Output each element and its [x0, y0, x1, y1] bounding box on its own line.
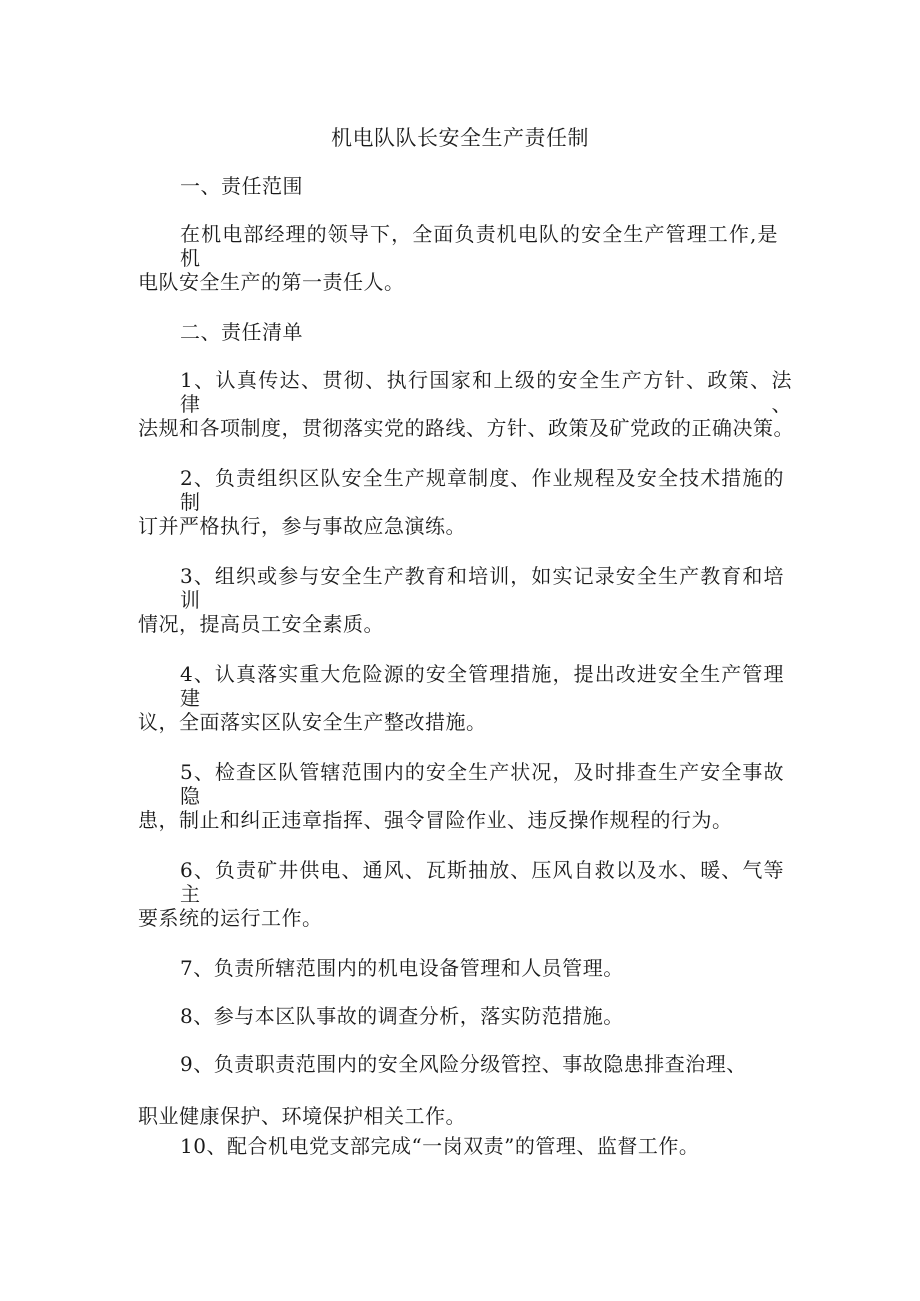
list-item-1-line-1: 1、认真传达、贯彻、执行国家和上级的安全生产方针、政策、法律、: [180, 368, 792, 416]
scope-paragraph-line-2: 电队安全生产的第一责任人。: [138, 270, 405, 294]
document-title: 机电队队长安全生产责任制: [331, 126, 589, 150]
section-heading-scope: 一、责任范围: [180, 174, 303, 198]
list-item-10: 10、配合机电党支部完成“一岗双责”的管理、监督工作。: [180, 1134, 700, 1158]
list-item-3-line-2: 情况，提高员工安全素质。: [138, 612, 384, 636]
list-item-6-line-1: 6、负责矿井供电、通风、瓦斯抽放、压风自救以及水、暖、气等主: [180, 858, 784, 906]
list-item-8: 8、参与本区队事故的调查分析，落实防范措施。: [180, 1004, 624, 1028]
scope-paragraph-line-1: 在机电部经理的领导下，全面负责机电队的安全生产管理工作,是机: [180, 222, 778, 270]
list-item-2-line-2: 订并严格执行，参与事故应急演练。: [138, 514, 466, 538]
list-item-4-line-1: 4、认真落实重大危险源的安全管理措施，提出改进安全生产管理建: [180, 662, 784, 710]
list-item-5-line-2: 患，制止和纠正违章指挥、强令冒险作业、违反操作规程的行为。: [138, 808, 733, 832]
list-item-9-line-1: 9、负责职责范围内的安全风险分级管控、事故隐患排查治理、: [180, 1052, 747, 1076]
list-item-4-line-2: 议，全面落实区队安全生产整改措施。: [138, 710, 487, 734]
list-item-7: 7、负责所辖范围内的机电设备管理和人员管理。: [180, 956, 624, 980]
section-heading-list: 二、责任清单: [180, 320, 303, 344]
list-item-1-line-2: 法规和各项制度，贯彻落实党的路线、方针、政策及矿党政的正确决策。: [138, 416, 794, 440]
list-item-2-line-1: 2、负责组织区队安全生产规章制度、作业规程及安全技术措施的制: [180, 466, 784, 514]
list-item-9-line-2: 职业健康保护、环境保护相关工作。: [138, 1104, 466, 1128]
list-item-5-line-1: 5、检查区队管辖范围内的安全生产状况，及时排查生产安全事故隐: [180, 760, 784, 808]
list-item-3-line-1: 3、组织或参与安全生产教育和培训，如实记录安全生产教育和培训: [180, 564, 784, 612]
list-item-6-line-2: 要系统的运行工作。: [138, 906, 323, 930]
